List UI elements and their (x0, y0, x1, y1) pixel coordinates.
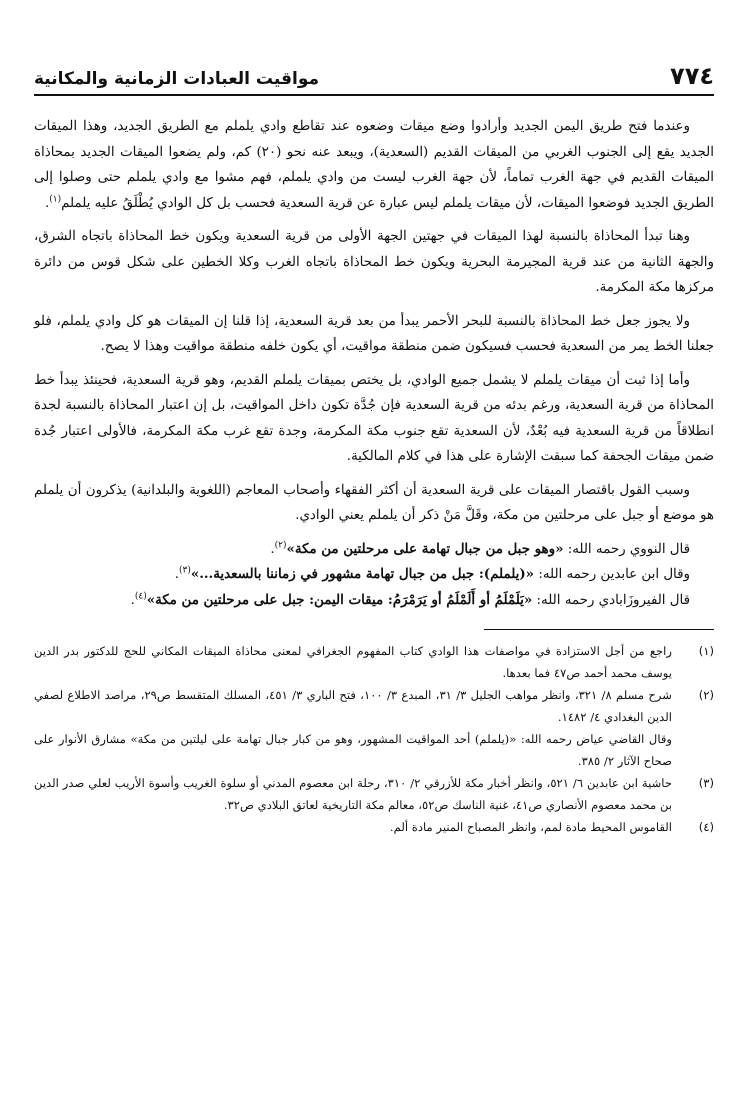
footnote-ref: (٢) (274, 540, 287, 551)
footnotes (34, 640, 714, 838)
quote-line: وقال ابن عابدين رحمه الله: «(يلملم): جبل من جبال تهامة مشهور في زماننا بالسعدية...»$^{(٣)}$. (174, 565, 690, 582)
footnote-number: (٢) (698, 688, 714, 702)
footnote-number: (٣) (698, 776, 714, 790)
paragraph: وهنا تبدأ المحاذاة بالنسبة لهذا الميقات في جهتين الجهة الأولى من قرية السعدية ويكون خط المحاذاة باتجاه الشرق، والجهة الثانية من عند قرية المجيرمة البحرية ويكون خط المحاذاة باتجاه الغرب وكلا الخطين على شكل قوس من دائرة مركزها مكة المكرمة. (34, 229, 714, 295)
running-title: مواقيت العبادات الزمانية والمكانية (34, 69, 319, 89)
footnote (34, 772, 714, 816)
quote-line: قال الفيروزَابادي رحمه الله: «يَلَمْلَمُ أو أَلَمْلَمُ أو يَرَمْرَمُ: ميقات اليمن: جبل على مرحلتين من مكة»$^{(٤)}$. (130, 591, 690, 608)
book-page (34, 46, 714, 1094)
footnote-ref: (٣) (178, 565, 191, 576)
footnote-number: (١) (698, 644, 714, 658)
footnote-text: حاشية ابن عابدين ٦/ ٥٢١، وانظر أخبار مكة للأزرقي ٢/ ٣١٠، رحلة ابن معصوم المدني أو سلوة الغريب وأسوة الأريب لعلي صدر الدين بن محمد معصوم الأنصاري ص٤١، غنية الناسك ص٥٢، معالم مكة التاريخية لعاتق البلادي ص٣٢. (34, 776, 672, 812)
page-header (34, 46, 714, 88)
footnote-number: (٤) (698, 820, 714, 834)
page-number: ٧٧٤ (670, 62, 714, 90)
footnote (34, 684, 714, 728)
paragraph: وسبب القول باقتصار الميقات على قرية السعدية أن أكثر الفقهاء وأصحاب المعاجم (اللغوية والبلدانية) يذكرون أن يلملم هو موضع أو جبل على مرحلتين من مكة، وقَلَّ مَنْ ذكر أن يلملم يعني الوادي. (34, 482, 714, 523)
paragraph: وأما إذا ثبت أن ميقات يلملم لا يشمل جميع الوادي، بل يختص بميقات يلملم القديم، وهو قرية السعدية، فحينئذ يبدأ خط المحاذاة من قرية السعدية، ورغم بدئه من قرية السعدية فإن جُدَّة تكون داخل المواقيت، بل إن اعتبار المحاذاة بالنسبة لجدة انطلاقاً من قرية السعدية فيه بُعْدٌ، لأن السعدية تقع جنوب مكة المكرمة، وجدة تقع غرب مكة المكرمة، فالأولى اعتبار جُدة ضمن ميقات الجحفة كما سبقت الإشارة على هذا في كلام المالكية. (34, 372, 714, 464)
footnote-text: القاموس المحيط مادة لمم، وانظر المصباح المنير مادة ألم. (389, 820, 672, 834)
header-rule (34, 94, 714, 96)
footnote-ref: (٤) (134, 591, 147, 602)
quote-line: قال النووي رحمه الله: «وهو جبل من جبال تهامة على مرحلتين من مكة»$^{(٢)}$. (270, 540, 690, 557)
footnote-separator (484, 629, 714, 630)
footnote-text: شرح مسلم ٨/ ٣٢١، وانظر مواهب الجليل ٣/ ٣١، المبدع ٣/ ١٠٠، فتح الباري ٣/ ٤٥١، المسلك المتقسط ص٢٩، مراصد الاطلاع لصفي الدين البغدادي ٤/ ١٤٨٢. (34, 688, 673, 724)
paragraph: وعندما فتح طريق اليمن الجديد وأرادوا وضع ميقات وضعوه عند تقاطع وادي يلملم مع الطريق الجديد، وهذا الميقات الجديد يقع إلى الجنوب الغربي من الميقات القديم (السعدية)، ويبعد عنه نحو (٢٠) كم، ولم يضعوا الميقات الجديد بمحاذاة الميقات القديم في جهة الغرب تماماً، لأن جهة الغرب ليست من وادي يلملم، فهم مشوا مع وادي يلملم حتى وصلوا إلى الطريق الجديد فوضعوا الميقات، لأن ميقات يلملم ليس عبارة عن قرية السعدية فحسب بل كل الوادي يُطْلَقُ عليه يلملم$^{(١)}$. (34, 119, 714, 211)
footnote-text: راجع من أجل الاستزادة في مواصفات هذا الوادي كتاب المفهوم الجغرافي لمعنى محاذاة الميقات المكاني للحج للدكتور بدر الدين يوسف محمد أحمد ص٤٧ فما بعدها. (34, 644, 672, 680)
paragraph: ولا يجوز جعل خط المحاذاة بالنسبة للبحر الأحمر يبدأ من بعد قرية السعدية، إذا قلنا إن الميقات هو كل وادي يلملم، فلو جعلنا الخط يمر من السعدية فحسب فسيكون ضمن منطقة مواقيت، أي يكون خلفه منطقة مواقيت وهذا لا يصح. (34, 313, 714, 354)
footnote (34, 816, 714, 838)
main-text (34, 114, 714, 613)
footnote (34, 640, 714, 684)
footnote-ref: (١) (49, 194, 62, 205)
footnote-continuation: وقال القاضي عياض رحمه الله: «(يلملم) أحد المواقيت المشهور، وهو من كبار جبال تهامة على ليلتين من مكة» مشارق الأنوار على صحاح الآثار ٢/ ٣٨٥. (34, 732, 672, 768)
